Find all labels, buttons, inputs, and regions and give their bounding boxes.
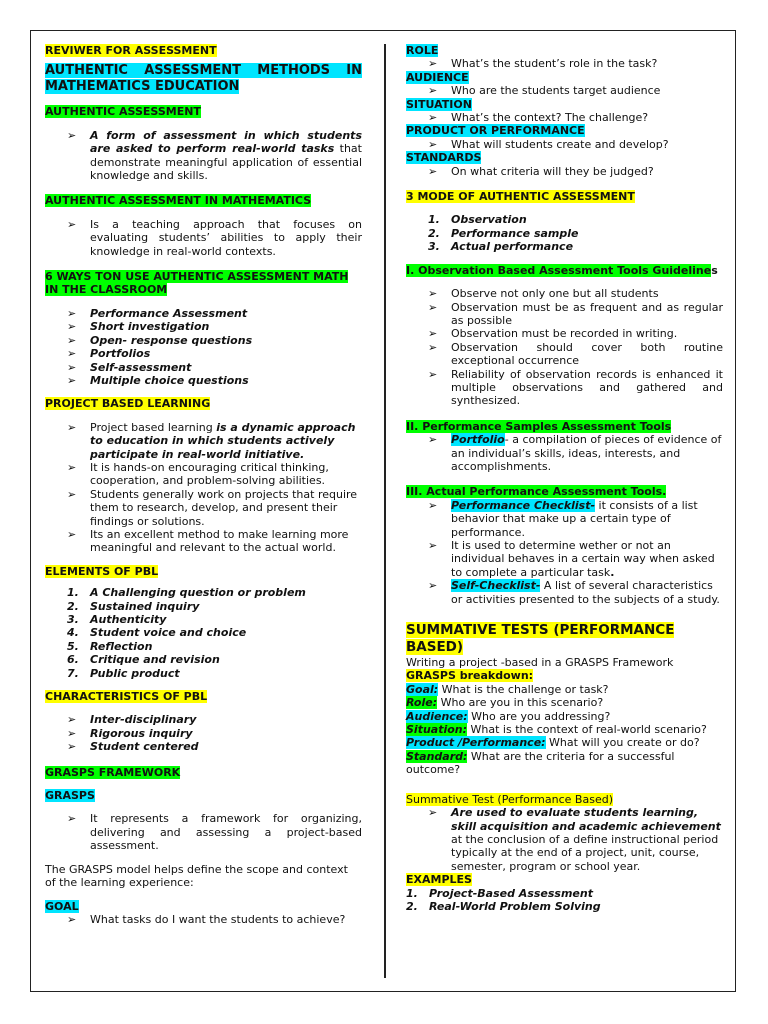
heading-summative-test: Summative Test (Performance Based) [406, 792, 613, 806]
heading-examples: EXAMPLES [406, 873, 472, 887]
heading-elements-pbl: ELEMENTS OF PBL [45, 564, 159, 578]
column-divider [384, 44, 386, 978]
list-item: ➢ On what criteria will they be judged? [428, 164, 654, 178]
grasps-breakdown-item: Product /Performance: What will you create or do? [406, 736, 700, 750]
outline-arrow-bullet-icon: ➢ [428, 164, 438, 178]
arrow-bullet-icon: ➢ [67, 360, 77, 374]
arrow-bullet-icon: ➢ [67, 740, 77, 754]
list-item: 1. Project-Based Assessment [406, 886, 593, 900]
list-item: ➢ Who are the students target audience [428, 84, 661, 98]
heading-goal: GOAL [45, 899, 79, 913]
list-item: ➢ Inter-disciplinary [67, 713, 197, 727]
heading-standards: STANDARDS [406, 151, 482, 165]
arrow-bullet-icon: ➢ [428, 579, 438, 593]
arrow-bullet-icon: ➢ [67, 333, 77, 347]
list-item: ➢ Observation should cover both routine exceptional occurrence [428, 340, 723, 368]
characteristics-list [45, 713, 362, 753]
list-item: 6. Critique and revision [67, 653, 220, 667]
heading-grasps-framework: GRASPS FRAMEWORK [45, 765, 181, 779]
grasps-breakdown-item: Goal: What is the challenge or task? [406, 682, 609, 696]
outline-arrow-bullet-icon: ➢ [428, 84, 438, 98]
heading-observation-tools: I. Observation Based Assessment Tools Guideline [406, 263, 712, 277]
outline-arrow-bullet-icon: ➢ [428, 111, 438, 125]
list-item: ➢ Short investigation [67, 320, 210, 334]
list-item: ➢ What will students create and develop? [428, 137, 669, 151]
outline-arrow-bullet-icon: ➢ [428, 57, 438, 71]
grasps-breakdown-list [406, 683, 723, 777]
outline-arrow-bullet-icon: ➢ [428, 327, 438, 341]
arrow-bullet-icon: ➢ [67, 373, 77, 387]
arrow-bullet-icon: ➢ [67, 420, 77, 434]
list-item: ➢ It is used to determine wether or not an individual behaves in a certain way when asked to complete a particular task. [428, 539, 715, 579]
outline-arrow-bullet-icon: ➢ [428, 367, 438, 381]
outline-arrow-bullet-icon: ➢ [428, 340, 438, 354]
list-item: ➢ Performance Checklist- it consists of a list behavior that make up a certain type of performance. [428, 498, 698, 539]
outline-arrow-bullet-icon: ➢ [67, 527, 77, 541]
main-title: AUTHENTIC ASSESSMENT METHODS IN MATHEMATICS EDUCATION [45, 63, 362, 95]
observation-list [406, 287, 723, 408]
list-item: ➢ What tasks do I want the students to achieve? [67, 912, 346, 926]
outline-arrow-bullet-icon: ➢ [428, 300, 438, 314]
outline-arrow-bullet-icon: ➢ [67, 487, 77, 501]
heading-grasps: GRASPS [45, 789, 95, 803]
heading-summative-tests: SUMMATIVE TESTS (PERFORMANCE BASED) [406, 622, 675, 656]
list-item: ➢ A form of assessment in which students are asked to perform real-world tasks that demonstrate meaningful application of essential knowledge and skills. [67, 128, 362, 183]
arrow-bullet-icon: ➢ [67, 713, 77, 727]
heading-characteristics-pbl: CHARACTERISTICS OF PBL [45, 690, 208, 704]
arrow-bullet-icon: ➢ [67, 217, 77, 231]
list-item: ➢ Self-assessment [67, 360, 192, 374]
heading-authentic-assessment: AUTHENTIC ASSESSMENT [45, 105, 201, 119]
heading-performance-samples: II. Performance Samples Assessment Tools [406, 419, 672, 433]
heading-actual-performance: III. Actual Performance Assessment Tools. [406, 485, 667, 499]
outline-arrow-bullet-icon: ➢ [428, 433, 438, 447]
list-item: ➢ Is a teaching approach that focuses on evaluating students’ abilities to apply their knowledge in real-world contexts. [67, 217, 362, 258]
heading-situation: SITUATION [406, 97, 472, 111]
list-item: 2. Real-World Problem Solving [406, 899, 601, 913]
arrow-bullet-icon: ➢ [428, 498, 438, 512]
list-item: 1. A Challenging question or problem [67, 586, 306, 600]
list-item: ➢ Rigorous inquiry [67, 726, 193, 740]
outline-arrow-bullet-icon: ➢ [67, 812, 77, 826]
list-item: ➢ Open- response questions [67, 333, 253, 347]
list-item: 2. Performance sample [428, 226, 579, 240]
list-item: 7. Public product [67, 666, 180, 680]
heading-six-ways: 6 WAYS TON USE AUTHENTIC ASSESSMENT MATH IN THE CLASSROOM [45, 270, 349, 297]
grasps-breakdown-item: Role: Who are you in this scenario? [406, 696, 604, 710]
list-item: ➢ Project based learning is a dynamic approach to education in which students actively participate in real-world initiative. [67, 420, 356, 461]
heading-aa-mathematics: AUTHENTIC ASSESSMENT IN MATHEMATICS [45, 194, 312, 208]
heading-product-performance: PRODUCT OR PERFORMANCE [406, 124, 585, 138]
examples-list [384, 887, 723, 914]
list-item: ➢ Portfolio- a compilation of pieces of evidence of an individual’s skills, ideas, interests, and accomplishments. [428, 433, 722, 473]
left-column [45, 44, 362, 926]
right-column: ROLE ➢ What’s the student’s role in the task? AUDIENCE ➢ Who are the students target audience SITUATION ➢ What’s the context? The challenge? PRODUCT OR PERFORMANCE ➢ What will students create and develop? STANDARDS ➢ On what criteria will they be judged? 3 MODE OF AUTHENTIC ASSESSMENT 1. Observation 2. Performance sample 3. Actual performance I. Observation Based Assessment Tools Guidelines ➢ Observe not only one but all students ➢ Observation must be as frequent and as regular as possible ➢ Observation must be recorded in writing. ➢ Observation should cover both routine exceptional occurrence ➢ Reliability of observation records is enhanced it multiple observations and gathered and synthesized. II. Performance Samples Assessment Tools ➢ Portfolio- a compilation of pieces of evidence of an individual’s skills, ideas, interests, and accomplishments. III. Actual Performance Assessment Tools. ➢ Performance Checklist- it consists of a list behavior that make up a certain type of performance. ➢ It is used to determine wether or not an individual behaves in a certain way when asked to complete a particular task. ➢ Self-Checklist- A list of several characteristics or activities presented to the subjects of a study. SUMMATIVE TESTS (PERFORMANCE BASED) Writing a project -based in a GRASPS Framework GRASPS breakdown: Goal: What is the challenge or task? Role: Who are you in this scenario? Audience: Who are you addressing? Situation: What is the context of real-world scenario? Product /Performance: What will you create or do? Standard: What are the criteria for a successful outcome? Summative Test (Performance Based) ➢ Are used to evaluate students learning, skill acquisition and academic achievement at the conclusion of a define instructional period typically at the end of a project, unit, course, semester, program or school year. EXAMPLES 1. Project-Based Assessment 2. Real-World Problem Solving [406, 44, 723, 913]
summative-subtitle: Writing a project -based in a GRASPS Framework [406, 656, 674, 670]
list-item: 3. Authenticity [67, 613, 167, 626]
list-item: 5. Reflection [67, 639, 153, 653]
list-item: ➢ Students generally work on projects that require them to research, develop, and present their findings or solutions. [67, 487, 358, 528]
list-item: ➢ It represents a framework for organizing, delivering and assessing a project-based assessment. [67, 812, 362, 853]
list-item: ➢ Its an excellent method to make learning more meaningful and relevant to the actual world. [67, 527, 349, 555]
list-item: ➢ What’s the student’s role in the task? [428, 57, 658, 71]
arrow-bullet-icon: ➢ [428, 806, 438, 820]
list-item: 4. Student voice and choice [67, 626, 247, 640]
list-item: ➢ What’s the context? The challenge? [428, 111, 649, 125]
reviewer-title: REVIWER FOR ASSESSMENT [45, 44, 217, 57]
list-item: ➢ Portfolios [67, 347, 151, 361]
list-item: ➢ Performance Assessment [67, 306, 248, 320]
heading-three-modes: 3 MODE OF AUTHENTIC ASSESSMENT [406, 190, 635, 204]
modes-list [406, 213, 723, 253]
arrow-bullet-icon: ➢ [67, 306, 77, 320]
arrow-bullet-icon: ➢ [67, 128, 77, 142]
list-item: 1. Observation [428, 213, 527, 227]
list-item: ➢ Observation must be as frequent and as regular as possible [428, 300, 723, 327]
heading-pbl: PROJECT BASED LEARNING [45, 397, 211, 411]
arrow-bullet-icon: ➢ [67, 320, 77, 334]
outline-arrow-bullet-icon: ➢ [428, 287, 438, 301]
heading-audience: AUDIENCE [406, 70, 469, 84]
list-item: ➢ Student centered [67, 740, 199, 754]
list-item: ➢ Are used to evaluate students learning, skill acquisition and academic achievement at the conclusion of a define instructional period typically at the end of a project, unit, course, semester, program or school year. [428, 806, 721, 873]
arrow-bullet-icon: ➢ [67, 726, 77, 740]
arrow-bullet-icon: ➢ [67, 347, 77, 361]
list-item: ➢ Multiple choice questions [67, 373, 249, 387]
pbl-list [45, 421, 362, 555]
list-item: ➢ Reliability of observation records is enhanced it multiple observations and gathered and synthesized. [428, 367, 723, 408]
grasps-breakdown-item: Standard: What are the criteria for a successful outcome? [406, 749, 675, 777]
grasps-breakdown-item: Situation: What is the context of real-world scenario? [406, 723, 707, 737]
grasps-breakdown-item: Audience: Who are you addressing? [406, 709, 611, 723]
outline-arrow-bullet-icon: ➢ [67, 912, 77, 926]
list-item: 2. Sustained inquiry [67, 599, 200, 613]
list-item: ➢ Observation must be recorded in writing. [428, 327, 678, 341]
outline-arrow-bullet-icon: ➢ [428, 137, 438, 151]
outline-arrow-bullet-icon: ➢ [67, 460, 77, 474]
grasps-model-text: The GRASPS model helps define the scope and context of the learning experience: [45, 862, 348, 890]
arrow-bullet-icon: ➢ [428, 539, 438, 552]
heading-role: ROLE [406, 44, 439, 57]
elements-list [45, 586, 362, 680]
list-item: ➢ Observe not only one but all students [428, 287, 659, 301]
list-item: 3. Actual performance [428, 240, 574, 254]
list-item: ➢ Self-Checklist- A list of several characteristics or activities presented to the subjects of a study. [428, 579, 720, 606]
ways-list [45, 307, 362, 387]
heading-grasps-breakdown: GRASPS breakdown: [406, 669, 534, 683]
list-item: ➢ It is hands-on encouraging critical thinking, cooperation, and problem-solving abilities. [67, 460, 329, 488]
